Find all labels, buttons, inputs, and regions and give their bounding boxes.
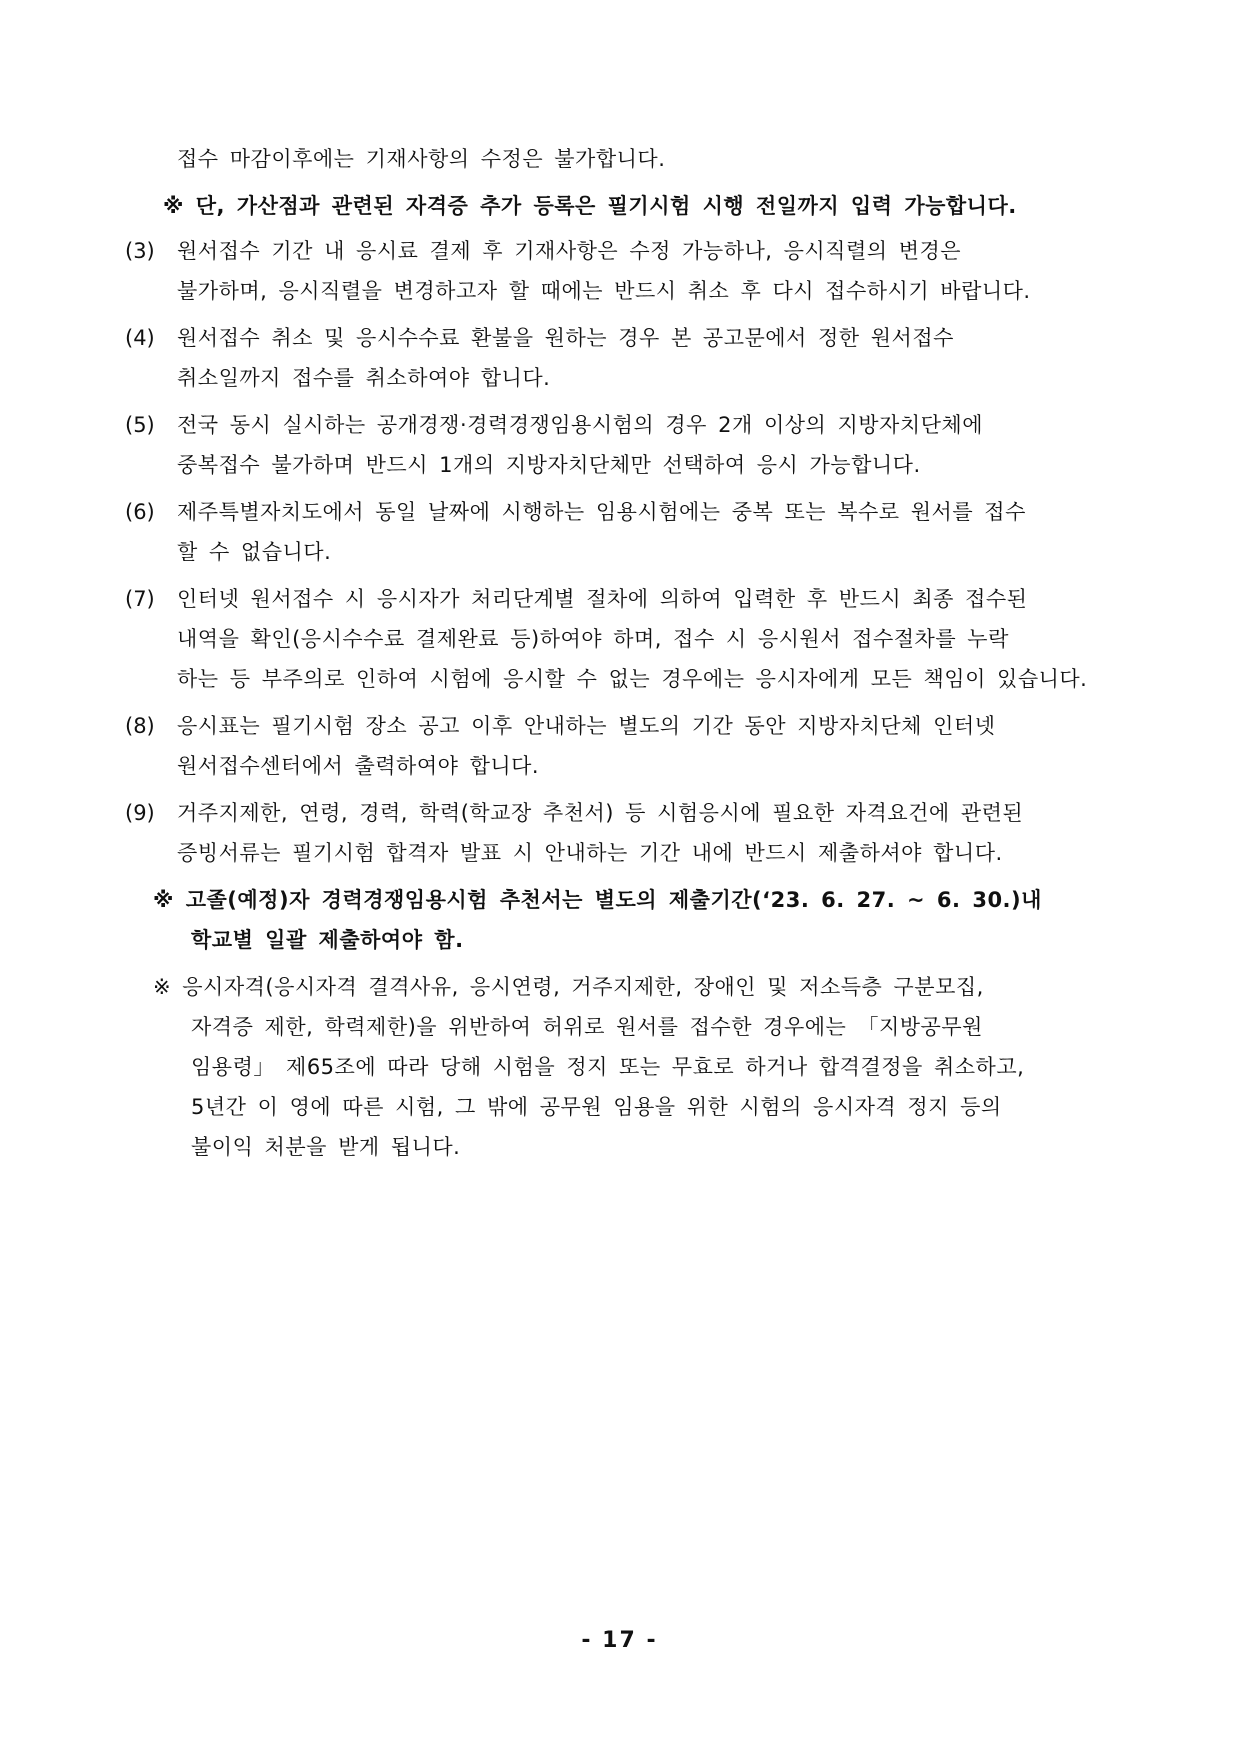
item-number: (4) [125,326,155,350]
item-line: 제주특별자치도에서 동일 날짜에 시행하는 임용시험에는 중복 또는 복수로 원서를 접수 [177,500,1026,524]
item-line: 불가하며, 응시직렬을 변경하고자 할 때에는 반드시 취소 후 다시 접수하시기 바랍니다. [177,279,1031,303]
item-number: (8) [125,714,155,738]
item-line: 원서접수 기간 내 응시료 결제 후 기재사항은 수정 가능하나, 응시직렬의 변경은 [177,239,962,263]
item-line: 응시표는 필기시험 장소 공고 이후 안내하는 별도의 기간 동안 지방자치단체 인터넷 [177,714,996,738]
item-line: 원서접수 취소 및 응시수수료 환불을 원하는 경우 본 공고문에서 정한 원서접수 [177,326,954,350]
note-recommendation: 학교별 일괄 제출하여야 함. [191,928,464,952]
note-additional-points: ※ 단, 가산점과 관련된 자격증 추가 등록은 필기시험 시행 전일까지 입력 가능합니다. [163,194,1017,218]
item-number: (7) [125,587,155,611]
item-line: 증빙서류는 필기시험 합격자 발표 시 안내하는 기간 내에 반드시 제출하셔야 합니다. [177,841,1003,865]
item-line: 내역을 확인(응시수수료 결제완료 등)하여야 하며, 접수 시 응시원서 접수절차를 누락 [177,627,1009,651]
note-recommendation: ※ 고졸(예정)자 경력경쟁임용시험 추천서는 별도의 제출기간(‘23. 6. 27. ~ 6. 30.)내 [153,888,1042,912]
item-number: (6) [125,500,155,524]
note-eligibility: 5년간 이 영에 따른 시험, 그 밖에 공무원 임용을 위한 시험의 응시자격 정지 등의 [191,1095,1002,1119]
item-line: 인터넷 원서접수 시 응시자가 처리단계별 절차에 의하여 입력한 후 반드시 최종 접수된 [177,587,1028,611]
item-line: 원서접수센터에서 출력하여야 합니다. [177,754,540,778]
item-line: 중복접수 불가하며 반드시 1개의 지방자치단체만 선택하여 응시 가능합니다. [177,453,921,477]
item-line: 하는 등 부주의로 인하여 시험에 응시할 수 없는 경우에는 응시자에게 모든 책임이 있습니다. [177,667,1088,691]
item-line: 할 수 없습니다. [177,540,332,564]
note-eligibility: 불이익 처분을 받게 됩니다. [191,1135,461,1159]
item-line: 전국 동시 실시하는 공개경쟁·경력경쟁임용시험의 경우 2개 이상의 지방자치단체에 [177,413,983,437]
item-line: 거주지제한, 연령, 경력, 학력(학교장 추천서) 등 시험응시에 필요한 자격요건에 관련된 [177,801,1024,825]
item-number: (3) [125,239,155,263]
note-eligibility: 임용령」 제65조에 따라 당해 시험을 정지 또는 무효로 하거나 합격결정을 취소하고, [191,1055,1025,1079]
item-number: (5) [125,413,155,437]
page-number: - 17 - [581,1628,658,1653]
continuation-line: 접수 마감이후에는 기재사항의 수정은 불가합니다. [177,147,666,171]
item-line: 취소일까지 접수를 취소하여야 합니다. [177,366,551,390]
note-eligibility: ※ 응시자격(응시자격 결격사유, 응시연령, 거주지제한, 장애인 및 저소득층 구분모집, [153,975,984,999]
note-eligibility: 자격증 제한, 학력제한)을 위반하여 허위로 원서를 접수한 경우에는 「지방공무원 [191,1015,983,1039]
item-number: (9) [125,801,155,825]
